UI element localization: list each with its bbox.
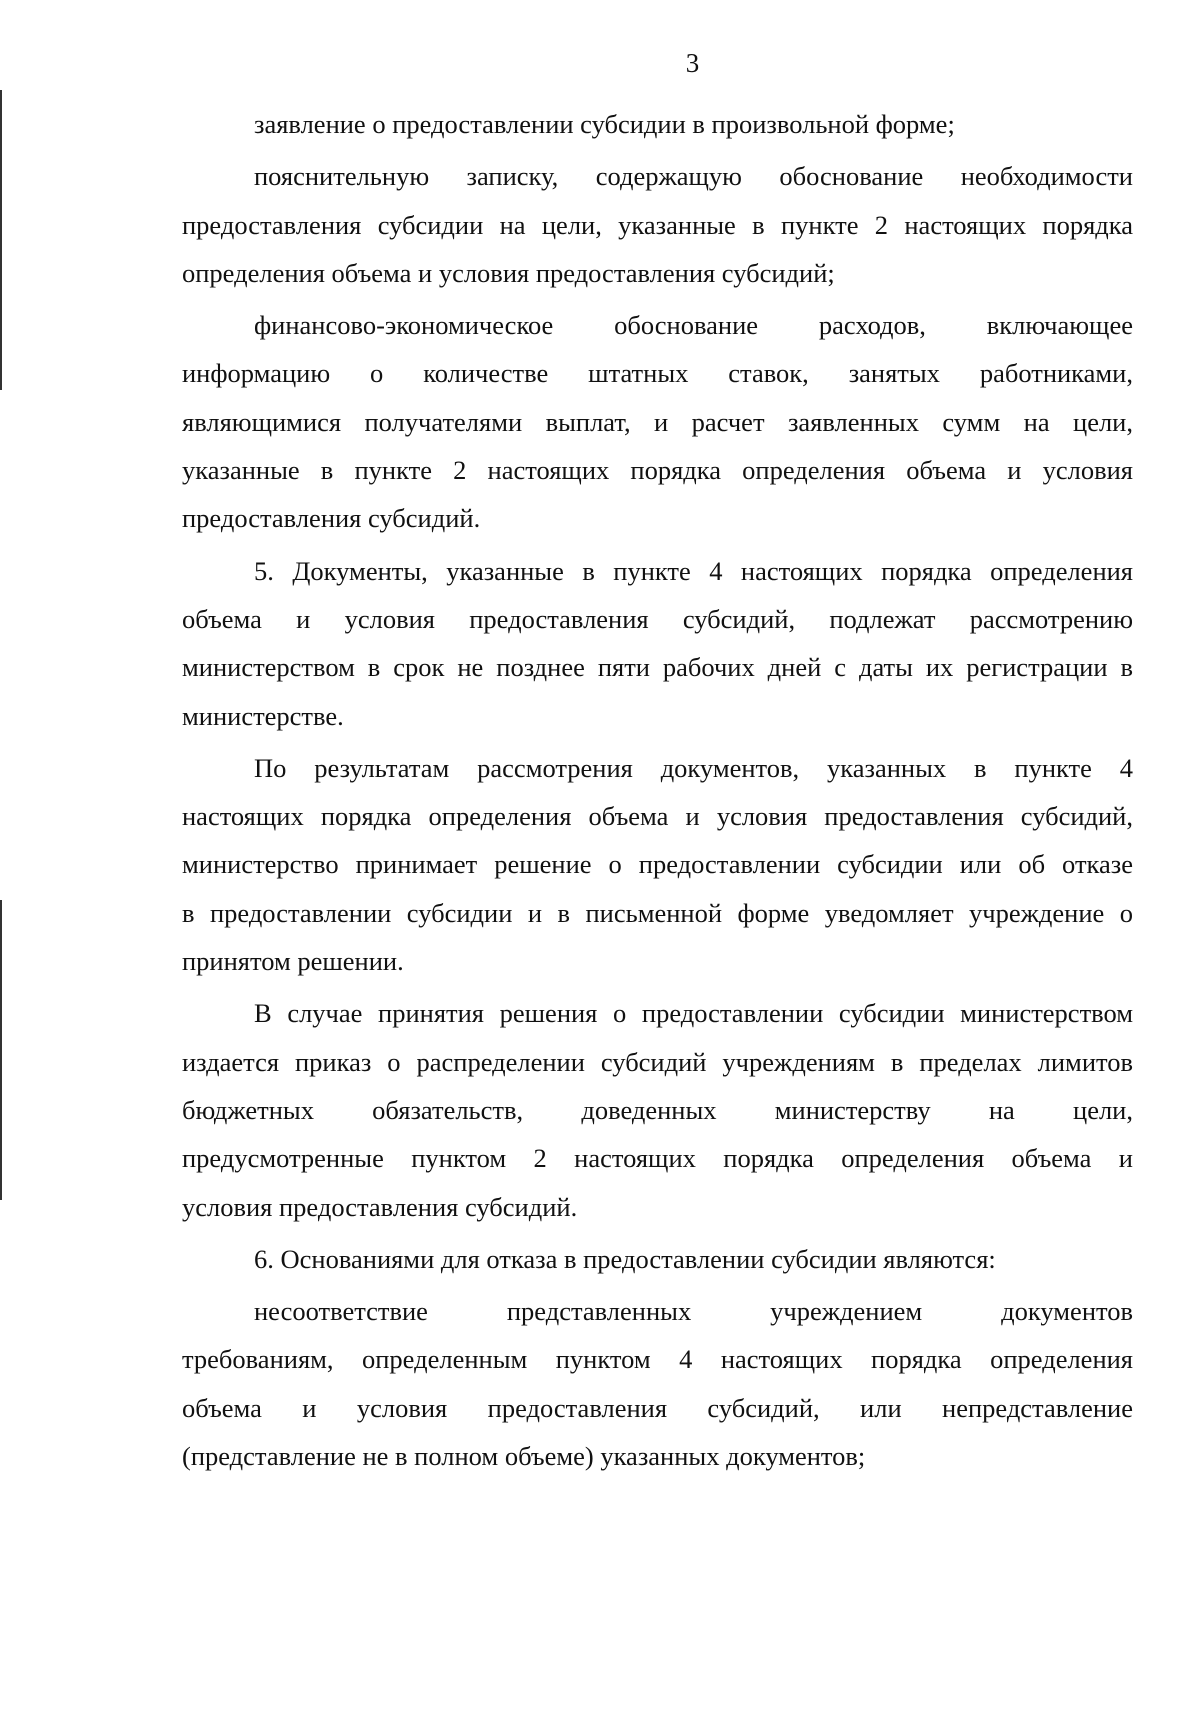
document-body (182, 100, 1133, 1484)
text-line: (представление не в полном объеме) указанных документов; (182, 1441, 866, 1472)
text-line: министерством в срок не позднее пяти рабочих дней с даты их регистрации в (182, 652, 1133, 683)
text-line: являющимися получателями выплат, и расчет заявленных сумм на цели, (182, 406, 1133, 437)
paragraph (182, 100, 1133, 148)
text-line: указанные в пункте 2 настоящих порядка определения объема и условия (182, 455, 1133, 486)
text-line: финансово-экономическое обоснование расходов, включающее (254, 310, 1133, 341)
text-line: 6. Основаниями для отказа в предоставлении субсидии являются: (254, 1243, 996, 1274)
text-line: условия предоставления субсидий. (182, 1191, 578, 1222)
text-line: заявление о предоставлении субсидии в произвольной форме; (254, 109, 955, 139)
text-line: в предоставлении субсидии и в письменной форме уведомляет учреждение о (182, 897, 1133, 928)
paragraph (182, 547, 1133, 740)
text-line: предусмотренные пунктом 2 настоящих порядка определения объема и (182, 1143, 1133, 1174)
text-line: настоящих порядка определения объема и условия предоставления субсидий, (182, 801, 1133, 832)
text-line: министерстве. (182, 700, 344, 731)
scan-edge (0, 90, 2, 390)
paragraph (182, 989, 1133, 1230)
text-line: предоставления субсидии на цели, указанные в пункте 2 настоящих порядка (182, 209, 1133, 240)
text-line: предоставления субсидий. (182, 503, 481, 534)
text-line: издается приказ о распределении субсидий учреждениям в пределах лимитов (182, 1046, 1133, 1077)
page-number: 3 (685, 48, 700, 78)
paragraph (182, 1235, 1133, 1283)
paragraph (182, 301, 1133, 542)
text-line: По результатам рассмотрения документов, указанных в пункте 4 (254, 752, 1133, 783)
text-line: принятом решении. (182, 946, 404, 977)
text-line: пояснительную записку, содержащую обоснование необходимости (254, 161, 1133, 192)
text-line: определения объема и условия предоставления субсидий; (182, 257, 835, 288)
scan-edge (0, 900, 2, 1200)
text-line: бюджетных обязательств, доведенных министерству на цели, (182, 1094, 1133, 1125)
text-line: несоответствие представленных учреждением документов (254, 1296, 1133, 1327)
text-line: объема и условия предоставления субсидий, подлежат рассмотрению (182, 603, 1133, 634)
text-line: 5. Документы, указанные в пункте 4 настоящих порядка определения (254, 555, 1133, 586)
text-line: требованиям, определенным пунктом 4 настоящих порядка определения (182, 1344, 1133, 1375)
text-line: министерство принимает решение о предоставлении субсидии или об отказе (182, 849, 1133, 880)
paragraph (182, 1287, 1133, 1480)
text-line: В случае принятия решения о предоставлении субсидии министерством (254, 998, 1133, 1029)
paragraph (182, 152, 1133, 297)
text-line: объема и условия предоставления субсидий, или непредставление (182, 1392, 1133, 1423)
paragraph (182, 744, 1133, 985)
text-line: информацию о количестве штатных ставок, занятых работниками, (182, 358, 1133, 389)
